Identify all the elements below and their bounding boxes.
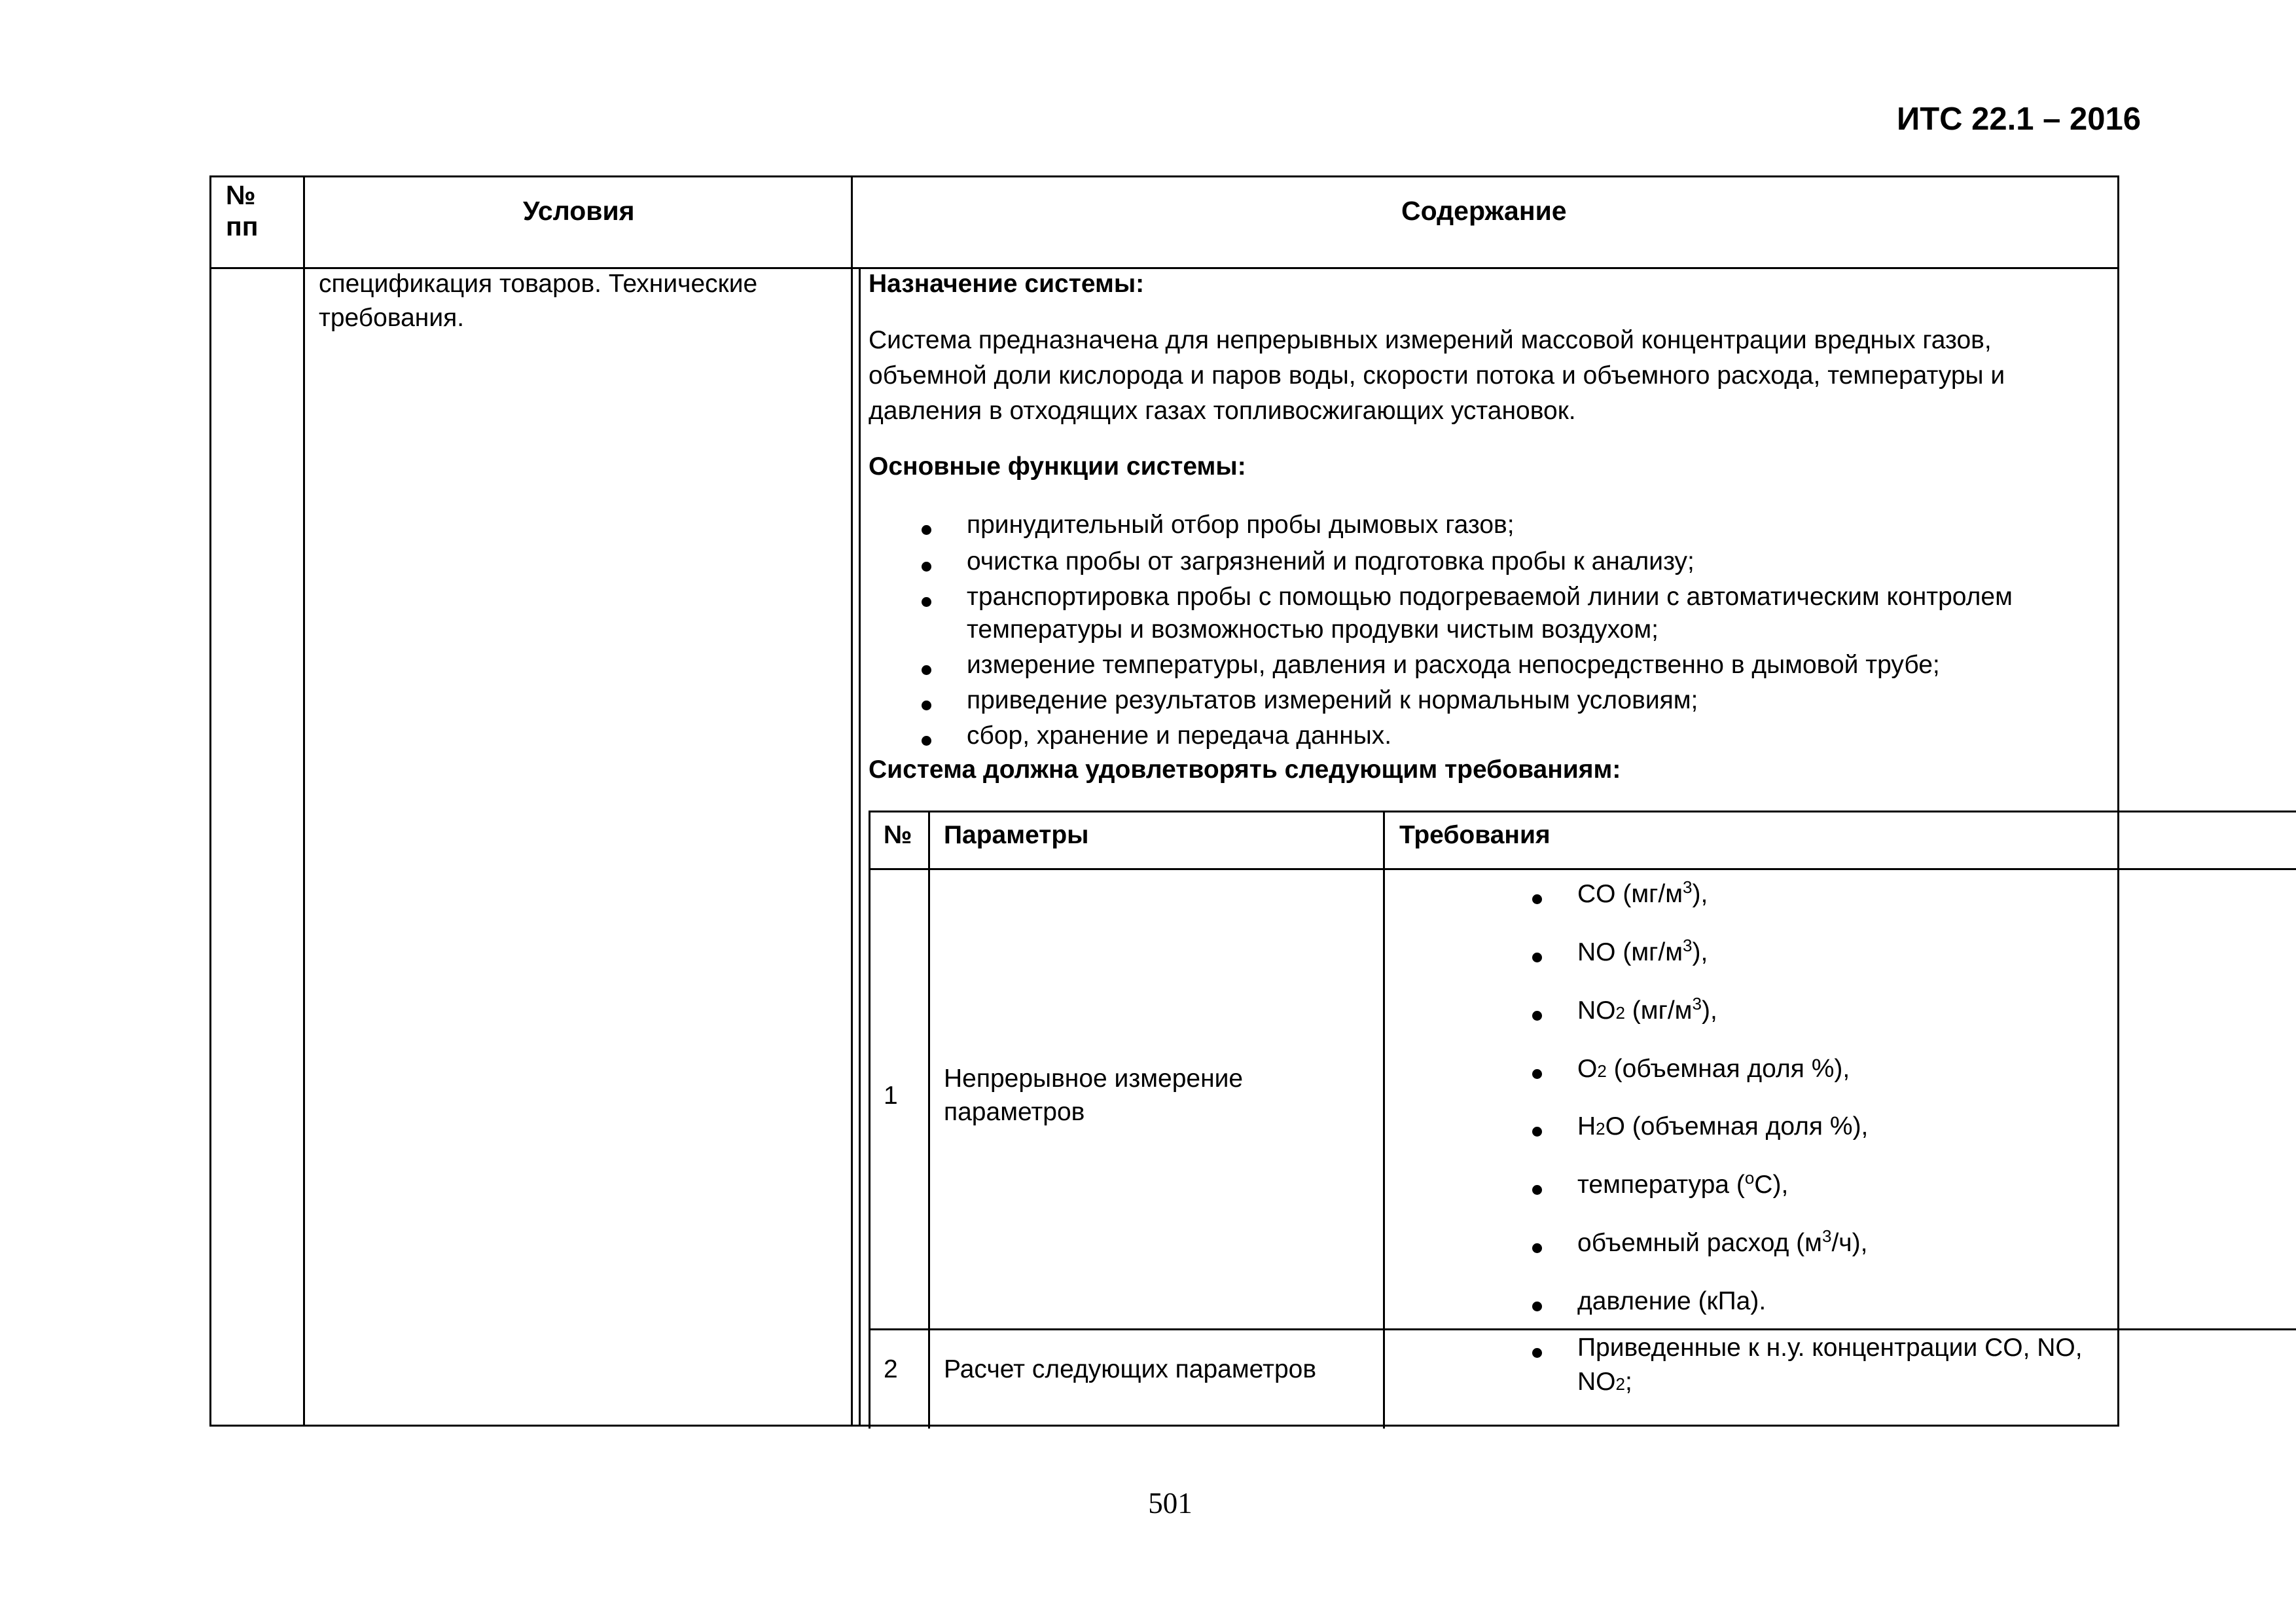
function-item: сбор, хранение и передача данных. (967, 721, 1392, 750)
measured-param-item: O2 (объемная доля %), (1577, 1055, 1850, 1083)
column-divider (928, 812, 930, 1429)
requirements-table (869, 811, 2296, 1429)
function-item: очистка пробы от загрязнений и подготовка пробы к анализу; (967, 547, 1695, 575)
measured-param-item: объемный расход $(м^3/ч)$, (1577, 1226, 1868, 1257)
bullet-icon (1532, 1302, 1542, 1311)
function-item: транспортировка пробы с помощью подогреваемой линии с автоматическим контролем (967, 583, 2013, 611)
bullet-icon (922, 701, 931, 710)
measured-param-item: CO $(мг/м^3)$, (1577, 877, 1708, 908)
calculated-param-item-continued: NO2; (1577, 1368, 1632, 1396)
bullet-icon (1532, 1127, 1542, 1137)
page-number: 501 (1148, 1487, 1193, 1520)
bullet-icon (1532, 1243, 1542, 1253)
function-item: измерение температуры, давления и расхода непосредственно в дымовой трубе; (967, 651, 1940, 679)
bullet-icon (922, 665, 931, 675)
conditions-text-line1: спецификация товаров. Технические (319, 270, 758, 298)
requirements-heading: Система должна удовлетворять следующим требованиям: (869, 756, 1621, 784)
column-divider (1383, 812, 1385, 1429)
purpose-line: объемной доли кислорода и паров воды, скорости потока и объемного расхода, температуры и (869, 361, 2005, 390)
measured-param-item: NO2 $(мг/м^3)$, (1577, 994, 1717, 1025)
inner-header-num: № (884, 821, 912, 849)
header-content: Содержание (1401, 196, 1567, 226)
param-line: Расчет следующих параметров (944, 1355, 1317, 1383)
bullet-icon (922, 562, 931, 572)
bullet-icon (1532, 1069, 1542, 1079)
conditions-text-line2: требования. (319, 304, 465, 332)
row-number: 1 (884, 1082, 898, 1110)
measured-param-item: H2O (объемная доля %), (1577, 1112, 1869, 1140)
bullet-icon (1532, 1011, 1542, 1021)
function-item-continued: температуры и возможностью продувки чистым воздухом; (967, 615, 1659, 644)
document-code: ИТС 22.1 – 2016 (1896, 101, 2141, 137)
main-table (209, 175, 2119, 1427)
purpose-line: Система предназначена для непрерывных измерений массовой концентрации вредных газов, (869, 326, 1992, 354)
bullet-icon (1532, 953, 1542, 962)
header-conditions: Условия (523, 196, 635, 226)
param-line: Непрерывное измерение (944, 1065, 1244, 1093)
param-line: параметров (944, 1098, 1085, 1126)
row-number: 2 (884, 1355, 898, 1383)
purpose-line: давления в отходящих газах топливосжигающих установок. (869, 397, 1576, 425)
column-divider (851, 177, 853, 1425)
function-item: приведение результатов измерений к нормальным условиям; (967, 686, 1698, 714)
row-divider (870, 868, 2296, 870)
header-num-line2: пп (226, 211, 259, 242)
column-divider (303, 177, 305, 1425)
calculated-param-item: Приведенные к н.у. концентрации CO, NO, (1577, 1334, 2083, 1362)
functions-heading: Основные функции системы: (869, 452, 1246, 481)
purpose-heading: Назначение системы: (869, 270, 1145, 298)
measured-param-item: температура ($^o$C), (1577, 1168, 1789, 1199)
function-item: принудительный отбор пробы дымовых газов; (967, 511, 1515, 539)
measured-param-item: NO $(мг/м^3)$, (1577, 936, 1708, 966)
measured-param-item: давление (кПа). (1577, 1287, 1767, 1315)
bullet-icon (922, 525, 931, 535)
inner-header-reqs: Требования (1399, 821, 1551, 849)
bullet-icon (1532, 1348, 1542, 1358)
column-divider (859, 269, 861, 1425)
bullet-icon (922, 597, 931, 607)
bullet-icon (1532, 894, 1542, 904)
inner-header-params: Параметры (944, 821, 1089, 849)
bullet-icon (1532, 1185, 1542, 1195)
header-num-line1: № (226, 180, 256, 210)
bullet-icon (922, 736, 931, 746)
